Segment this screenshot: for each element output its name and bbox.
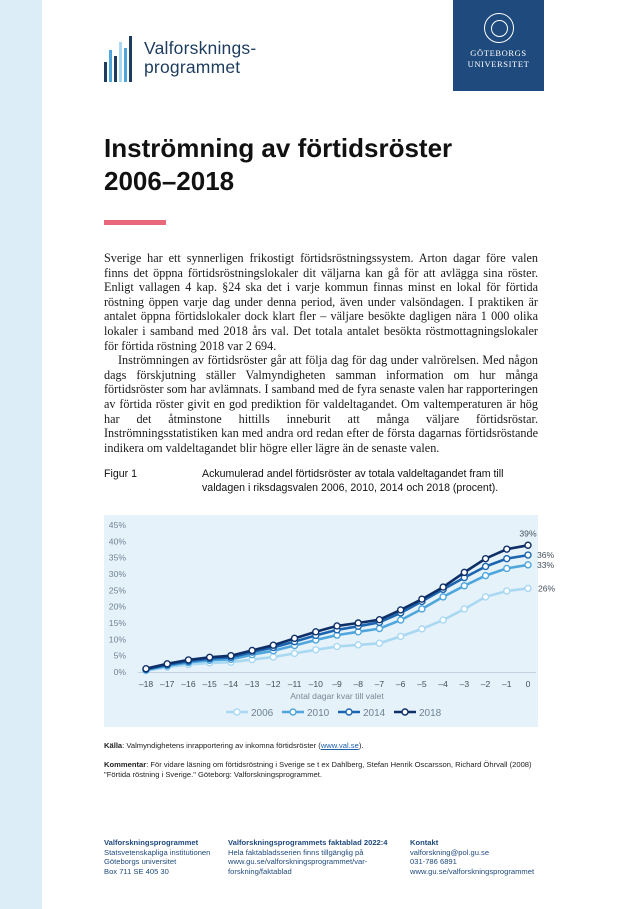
legend-label: 2014 <box>363 708 386 719</box>
footer-factsheet-link-cont[interactable]: forskning/faktablad <box>228 866 292 876</box>
legend-marker-2006 <box>234 709 240 715</box>
comment-label: Kommentar <box>104 760 147 769</box>
data-point-2018 <box>313 629 319 635</box>
data-point-2006 <box>292 650 298 656</box>
footer-program-heading: Valforskningsprogrammet <box>104 838 199 847</box>
data-point-2006 <box>440 617 446 623</box>
x-tick-label: –11 <box>287 679 302 689</box>
university-name-line1: GÖTEBORGS <box>470 48 527 58</box>
footer-factsheet-heading: Valforskningsprogrammets faktablad 2022:4 <box>228 838 388 847</box>
data-point-2018 <box>270 642 276 648</box>
data-point-2006 <box>419 626 425 632</box>
data-point-2018 <box>292 635 298 641</box>
footer-program-line3: Box 711 SE 405 30 <box>104 866 169 876</box>
x-tick-label: –1 <box>501 679 512 689</box>
y-tick-label: 20% <box>108 601 126 612</box>
data-point-2018 <box>525 542 531 548</box>
footer-column-program <box>104 838 210 876</box>
x-tick-label: –13 <box>244 679 260 689</box>
footer-contact-phone: 031-786 6891 <box>410 857 457 867</box>
page-title <box>104 132 524 198</box>
legend-label: 2018 <box>419 708 442 719</box>
end-label-2006: 26% <box>538 583 556 594</box>
data-point-2018 <box>376 617 382 623</box>
x-tick-label: –15 <box>202 679 217 689</box>
end-label-2014: 36% <box>537 550 555 561</box>
logo-text-line1: Valforsknings- <box>144 38 257 58</box>
y-tick-label: 35% <box>108 552 126 563</box>
comment-note <box>104 760 544 780</box>
legend-label: 2006 <box>251 708 274 719</box>
data-point-2018 <box>461 569 467 575</box>
footer-column-factsheet <box>228 838 388 876</box>
data-point-2014 <box>483 563 489 569</box>
data-point-2014 <box>525 552 531 558</box>
data-point-2014 <box>504 556 510 562</box>
bar-chart-logo-icon <box>104 34 134 82</box>
data-point-2010 <box>461 583 467 589</box>
data-point-2010 <box>504 565 510 571</box>
footer-factsheet-line1: Hela faktabladsserien finns tillgänglig på <box>228 847 364 857</box>
line-chart <box>104 515 556 727</box>
university-badge <box>453 0 544 91</box>
data-point-2010 <box>419 606 425 612</box>
data-point-2006 <box>504 588 510 594</box>
footer-program-line2: Göteborgs universitet <box>104 857 177 867</box>
end-label-2010: 33% <box>537 559 555 570</box>
footer-column-contact <box>410 838 534 876</box>
data-point-2006 <box>270 654 276 660</box>
y-tick-label: 40% <box>108 536 126 547</box>
body-paragraph-2: Inströmningen av förtidsröster går att följa dag för dag under valrörelsen. Med någon dags förskjutning ställer Valmyndigheten samman information om hur många förtidsröster som har avlämnats. I samband med de fyra senaste valen har rapporteringen av förtida röster givit en god prediktion för valdeltagandet. Om valtemperaturen är hög har det åtminstone hittills inneburit att många väljare förtidsröstar. Inströmningsstatistiken kan med andra ord redan efter de första dagarnas förtidsröstande indikera om valdeltagandet blir högre eller lägre än de senaste valen. <box>104 353 538 455</box>
x-tick-label: –3 <box>459 679 470 689</box>
x-tick-label: –5 <box>417 679 427 689</box>
x-tick-label: –9 <box>332 679 342 689</box>
end-label-2018: 39% <box>519 528 537 539</box>
data-point-2010 <box>483 573 489 579</box>
x-axis-title: Antal dagar kvar till valet <box>290 691 384 701</box>
data-point-2010 <box>440 594 446 600</box>
y-tick-label: 5% <box>113 650 126 661</box>
chart-panel <box>104 515 556 727</box>
y-tick-label: 15% <box>108 618 126 628</box>
source-link[interactable]: www.val.se <box>320 741 359 750</box>
series-line-2010 <box>146 565 528 670</box>
data-point-2018 <box>440 584 446 590</box>
page-title-line1: Inströmning av förtidsröster <box>104 133 453 163</box>
page-title-line2: 2006–2018 <box>104 166 235 196</box>
x-tick-label: –2 <box>480 679 491 689</box>
legend-marker-2014 <box>346 709 352 715</box>
source-label: Källa <box>104 741 123 750</box>
x-tick-label: 0 <box>525 679 531 689</box>
data-point-2006 <box>461 606 467 612</box>
logo-text-line2: programmet <box>144 57 241 77</box>
x-tick-label: –8 <box>353 679 364 689</box>
footer-contact-heading: Kontakt <box>410 838 439 847</box>
footer-program-line1: Statsvetenskapliga institutionen <box>104 847 211 857</box>
x-tick-label: –4 <box>438 679 448 689</box>
footer-factsheet-link[interactable]: www.gu.se/valforskningsprogrammet/var- <box>228 857 368 867</box>
source-tail: ). <box>358 741 364 750</box>
figure-number: Figur 1 <box>104 468 137 480</box>
valforskningsprogrammet-logo <box>104 34 256 82</box>
footer-contact-web[interactable]: www.gu.se/valforskningsprogrammet <box>410 866 535 876</box>
legend-marker-2010 <box>290 709 296 715</box>
legend-marker-2018 <box>402 709 408 715</box>
y-tick-label: 45% <box>108 520 126 530</box>
data-point-2018 <box>249 647 255 653</box>
data-point-2018 <box>228 653 234 659</box>
data-point-2018 <box>207 654 213 660</box>
data-point-2006 <box>398 633 404 639</box>
series-line-2014 <box>146 555 528 669</box>
data-point-2018 <box>143 666 149 672</box>
data-point-2006 <box>525 585 531 591</box>
legend-label: 2010 <box>307 708 330 719</box>
university-seal-icon <box>484 13 514 43</box>
data-point-2010 <box>376 626 382 632</box>
data-point-2006 <box>334 644 340 650</box>
data-point-2006 <box>313 647 319 653</box>
y-tick-label: 10% <box>108 634 126 645</box>
figure-caption: Ackumulerad andel förtidsröster av totala valdeltagandet fram till valdagen i riksdagsvalen 2006, 2010, 2014 och 2018 (procent). <box>202 468 504 494</box>
comment-text: : För vidare läsning om förtidsröstning i Sverige se t ex Dahlberg, Stefan Henrik Oscarsson, Richard Öhrvall (2008) "Förtida röstning i Sverige." Göteborg: Valforskningsprogrammet. <box>104 760 532 779</box>
x-tick-label: –17 <box>160 679 175 689</box>
data-point-2006 <box>483 594 489 600</box>
x-tick-label: –12 <box>266 679 281 689</box>
data-point-2018 <box>355 620 361 626</box>
x-tick-label: –18 <box>138 679 154 689</box>
x-tick-label: –6 <box>395 679 406 689</box>
data-point-2018 <box>164 661 170 667</box>
title-accent-bar <box>104 220 166 225</box>
source-note <box>104 741 544 751</box>
data-point-2006 <box>376 640 382 646</box>
side-band <box>0 0 42 909</box>
y-tick-label: 30% <box>108 569 126 579</box>
data-point-2018 <box>419 596 425 602</box>
source-text: : Valmyndighetens inrapportering av inkomna förtidsröster ( <box>122 741 321 750</box>
x-tick-label: –16 <box>181 679 196 689</box>
x-tick-label: –14 <box>223 679 239 689</box>
y-tick-label: 25% <box>108 585 126 596</box>
data-point-2010 <box>398 617 404 623</box>
data-point-2018 <box>504 546 510 552</box>
data-point-2018 <box>398 607 404 613</box>
data-point-2010 <box>525 562 531 568</box>
body-text <box>104 251 538 455</box>
data-point-2018 <box>483 556 489 562</box>
x-tick-label: –10 <box>308 679 323 689</box>
data-point-2006 <box>355 642 361 648</box>
data-point-2018 <box>185 657 191 663</box>
x-tick-label: –7 <box>374 679 385 689</box>
y-tick-label: 0% <box>113 667 126 677</box>
data-point-2018 <box>334 623 340 629</box>
footer-contact-email[interactable]: valforskning@pol.gu.se <box>410 847 490 857</box>
university-name-line2: UNIVERSITET <box>467 59 530 69</box>
body-paragraph-1: Sverige har ett synnerligen frikostigt förtidsröstningssystem. Arton dagar före valen finns det öppna förtidsröstningslokaler dit väljarna kan gå för att avlägga sina röster. Enligt vallagen 4 kap. §24 ska det i varje kommun finnas minst en lokal för förtida röstning öppen varje dag under denna period, även under valsöndagen. I praktiken är antalet öppna förtidslokaler dock klart fler – väljare besökte dagligen nära 1 000 olika lokaler i samband med 2018 års val. Det totala antalet besökta röstmottagningslokaler för förtida röstning 2018 var 2 694. <box>104 251 538 353</box>
